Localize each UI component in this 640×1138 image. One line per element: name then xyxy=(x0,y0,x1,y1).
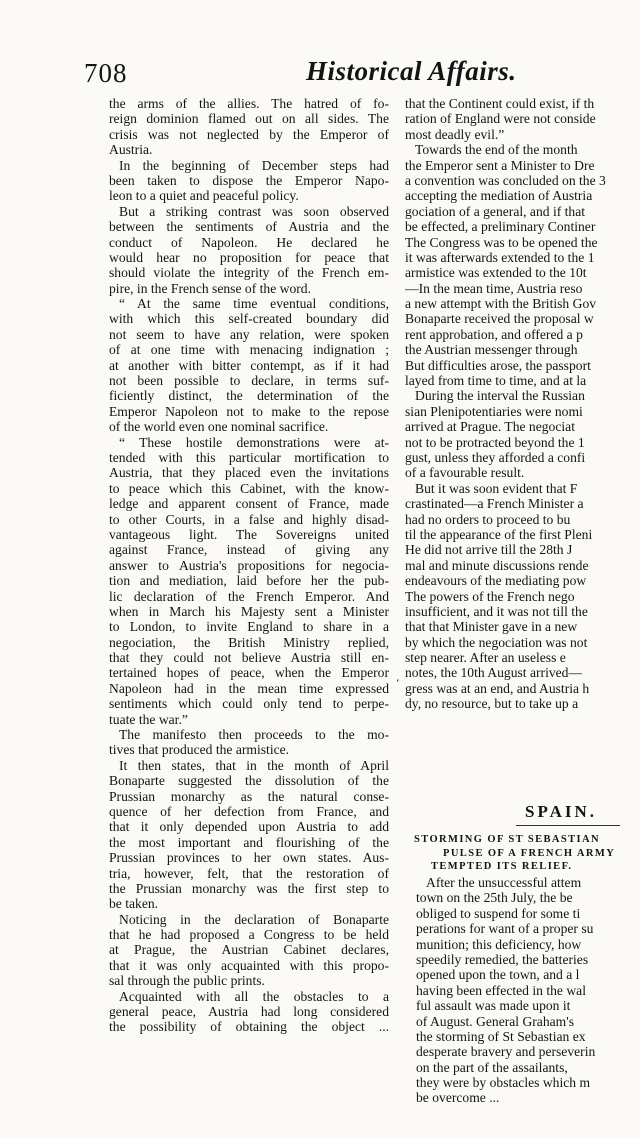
text-line: the Austrian messenger through xyxy=(405,342,578,358)
text-line: at another with bitter contempt, as if it had xyxy=(109,357,389,373)
text-line: against France, instead of giving any xyxy=(109,542,389,558)
text-line: Austria. xyxy=(109,142,153,158)
page-number: 708 xyxy=(84,58,128,88)
text-line: armistice was extended to the 10t xyxy=(405,265,587,281)
text-line: gust, unless they afforded a confi xyxy=(405,449,586,465)
text-line: quence of her defection from France, and xyxy=(109,803,389,819)
text-line: accepting the mediation of Austria xyxy=(405,188,593,204)
text-line: Towards the end of the month xyxy=(415,142,578,158)
text-line: insufficient, and it was not till the xyxy=(405,603,588,619)
text-line: During the interval the Russian xyxy=(415,388,585,404)
text-line: Austria, that they placed even the invitations xyxy=(109,465,389,481)
text-line: that the Continent could exist, if th xyxy=(405,96,595,111)
text-line: having been effected in the wal xyxy=(416,982,586,998)
text-line: The Congress was to be opened the xyxy=(405,234,598,250)
text-line: But it was soon evident that F xyxy=(415,480,578,496)
text-line: not seem to have any relation, were spoken xyxy=(109,326,389,342)
text-line: crisis was not neglected by the Emperor of xyxy=(109,126,389,142)
text-line: gress was at an end, and Austria h xyxy=(405,680,590,696)
text-line: that they could not believe Austria still en- xyxy=(109,650,389,666)
text-line: endeavours of the mediating pow xyxy=(405,573,587,589)
text-line: til the appearance of the first Pleni xyxy=(405,526,593,542)
text-line: He did not arrive till the 28th J xyxy=(405,542,573,558)
text-line: leon to a quiet and peaceful policy. xyxy=(109,188,299,204)
text-line: dy, no resource, but to take up a xyxy=(405,696,579,712)
text-line: tion and mediation, laid before her the pub- xyxy=(109,573,389,589)
text-line: that he had proposed a Congress to be held xyxy=(109,927,389,943)
text-line: ficiently distinct, the determination of the xyxy=(109,388,389,404)
text-line: But difficulties arose, the passport xyxy=(405,357,591,373)
text-line: to London, to invite England to share in a xyxy=(109,619,389,635)
text-line: Prussian monarchy as the natural conse- xyxy=(109,788,389,804)
text-line: not to be protracted beyond the 1 xyxy=(405,434,585,450)
text-line: notes, the 10th August arrived— xyxy=(405,665,583,681)
text-line: tives that produced the armistice. xyxy=(109,742,290,758)
text-line: conduct of Napoleon. He declared he xyxy=(109,234,389,250)
text-line: Noticing in the declaration of Bonaparte xyxy=(119,911,389,927)
text-line: not been possible to declare, in terms suf- xyxy=(109,373,389,389)
text-line: when in March his Majesty sent a Minister xyxy=(109,603,389,619)
text-line: on the part of the assailants, xyxy=(416,1059,568,1075)
text-line: opened upon the town, and a l xyxy=(416,967,580,983)
text-line: town on the 25th July, the be xyxy=(416,890,573,906)
text-line: been taken to dispose the Emperor Napo- xyxy=(109,172,389,188)
subheading-line: STORMING OF ST SEBASTIAN xyxy=(414,834,600,845)
left-column xyxy=(109,96,389,1035)
text-line: between the sentiments of Austria and the xyxy=(109,219,389,235)
text-line: Acquainted with all the obstacles to a xyxy=(119,988,389,1004)
running-title: Historical Affairs. xyxy=(306,56,517,86)
text-line: would hear no proposition for peace that xyxy=(109,249,389,265)
text-line: In the beginning of December steps had xyxy=(119,157,389,173)
text-line: Emperor Napoleon not to make to the repose xyxy=(109,403,389,419)
text-line: tended with this particular mortification to xyxy=(109,449,389,465)
text-line: perations for want of a proper su xyxy=(416,921,594,937)
text-line: Bonaparte received the proposal w xyxy=(405,311,594,327)
text-line: ledge and apparent consent of France, made xyxy=(109,496,389,512)
text-line: the arms of the allies. The hatred of fo- xyxy=(109,96,389,111)
text-line: a new attempt with the British Gov xyxy=(405,296,597,312)
text-line: step nearer. After an useless e xyxy=(405,650,566,666)
text-line: Prussian provinces to her own states. Aus- xyxy=(109,850,389,866)
text-line: at Prague, the Austrian Cabinet declares, xyxy=(109,942,389,958)
text-line: answer to Austria's propositions for negocia- xyxy=(109,557,389,573)
text-line: lic declaration of the French Emperor. And xyxy=(109,588,389,604)
text-line: to peace which this Cabinet, with the know- xyxy=(109,480,389,496)
section-heading: SPAIN. xyxy=(525,802,597,821)
text-line: The powers of the French nego xyxy=(405,588,575,604)
text-line: Napoleon had in the mean time expressed xyxy=(109,680,389,696)
text-line: of a favourable result. xyxy=(405,465,525,481)
text-line: rent approbation, and offered a p xyxy=(405,326,583,342)
text-line: sentiments which could only tend to perpe- xyxy=(109,696,389,712)
text-line: layed from time to time, and at la xyxy=(405,373,587,389)
section-subheading xyxy=(414,833,615,874)
text-line: —In the mean time, Austria reso xyxy=(405,280,583,296)
text-line: tuate the war.” xyxy=(109,711,188,727)
text-line: obliged to suspend for some ti xyxy=(416,905,581,921)
text-line: crastinated—a French Minister a xyxy=(405,496,584,512)
text-line: “ These hostile demonstrations were at- xyxy=(119,434,389,450)
text-line: mal and minute discussions rende xyxy=(405,557,589,573)
text-line: tertained hopes of peace, when the Emperor xyxy=(109,665,389,681)
text-line: ful assault was made upon it xyxy=(416,998,571,1014)
subheading-line: PULSE OF A FRENCH ARMY xyxy=(443,847,616,859)
text-line: speedily remedied, the batteries xyxy=(416,951,589,967)
text-line: vantageous light. The Sovereigns united xyxy=(109,526,389,542)
text-line: that it was only acquainted with this propo- xyxy=(109,957,389,973)
text-line: they were by obstacles which m xyxy=(416,1075,591,1091)
text-line: tria, however, felt, that the restoration of xyxy=(109,865,389,881)
text-line: to other Courts, in a false and highly disad- xyxy=(109,511,389,527)
text-line: It then states, that in the month of April xyxy=(119,757,389,773)
text-line: ration of England were not conside xyxy=(405,111,596,127)
text-line: with which this self-created boundary did xyxy=(109,311,389,327)
text-line: the Emperor sent a Minister to Dre xyxy=(405,157,595,173)
text-line: most deadly evil.” xyxy=(405,126,505,142)
text-line: reign dominion flamed out on all sides. The xyxy=(109,111,389,127)
text-line: of at one time with menacing indignation ; xyxy=(109,342,389,358)
text-line: of August. General Graham's xyxy=(416,1013,574,1029)
text-line: the possibility of obtaining the object ... xyxy=(109,1019,389,1035)
right-column-lower xyxy=(416,875,640,1106)
text-line: But a striking contrast was soon observed xyxy=(119,203,389,219)
text-line: munition; this deficiency, how xyxy=(416,936,582,952)
text-line: Bonaparte suggested the dissolution of the xyxy=(109,773,389,789)
text-line: “ At the same time eventual conditions, xyxy=(119,296,389,312)
text-line: After the unsuccessful attem xyxy=(426,875,582,890)
text-line: a convention was concluded on the 3 xyxy=(405,172,606,188)
text-line: pire, in the French sense of the word. xyxy=(109,280,311,296)
text-line: desperate bravery and perseverin xyxy=(416,1044,596,1060)
text-line: should violate the integrity of the French em- xyxy=(109,265,389,281)
text-line: that it only depended upon Austria to add xyxy=(109,819,389,835)
text-line: by which the negociation was not xyxy=(405,634,588,650)
text-line: negociation, the British Ministry replied, xyxy=(109,634,389,650)
text-line: that that Minister gave in a new xyxy=(405,619,578,635)
text-line: of the world even one nominal sacrifice. xyxy=(109,419,329,435)
text-line: the storming of St Sebastian ex xyxy=(416,1028,586,1044)
text-line: sian Plenipotentiaries were nomi xyxy=(405,403,583,419)
text-line: it was afterwards extended to the 1 xyxy=(405,249,595,265)
gutter-mark: ‘ xyxy=(396,677,400,689)
text-line: be overcome ... xyxy=(416,1090,500,1106)
text-line: general peace, Austria had long considered xyxy=(109,1004,389,1020)
section-rule xyxy=(516,825,620,826)
text-line: gociation of a general, and if that xyxy=(405,203,586,219)
text-line: be taken. xyxy=(109,896,159,912)
text-line: The manifesto then proceeds to the mo- xyxy=(119,727,389,743)
text-line: be effected, a preliminary Continer xyxy=(405,219,596,235)
text-line: arrived at Prague. The negociat xyxy=(405,419,575,435)
right-column xyxy=(405,96,640,712)
text-line: sal through the public prints. xyxy=(109,973,265,989)
subheading-line: TEMPTED ITS RELIEF. xyxy=(431,861,573,872)
text-line: the most important and flourishing of the xyxy=(109,834,389,850)
text-line: had no orders to proceed to bu xyxy=(405,511,571,527)
text-line: the Prussian monarchy was the first step to xyxy=(109,880,389,896)
